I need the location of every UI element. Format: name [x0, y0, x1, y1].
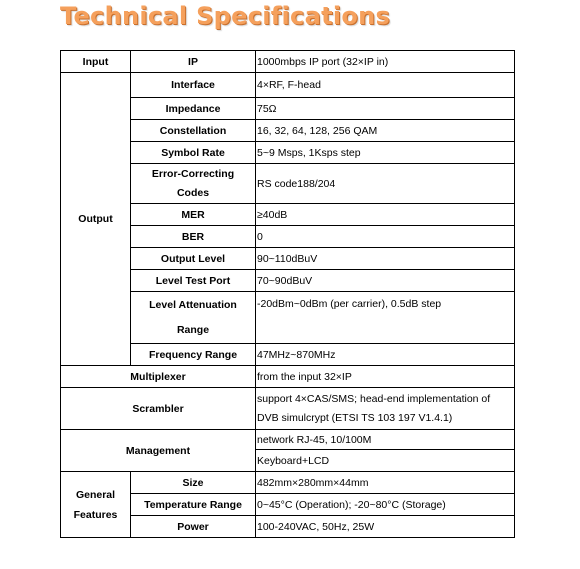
spec-value: 90~110dBuV [256, 248, 515, 270]
table-row [61, 430, 515, 450]
category-general [61, 472, 131, 538]
spec-label-line: Range [176, 324, 210, 336]
page-title: Technical Specifications [60, 2, 391, 30]
spec-label: Frequency Range [131, 344, 256, 366]
spec-label: Constellation [131, 120, 256, 142]
spec-label: Size [131, 472, 256, 494]
spec-value: 4×RF, F-head [256, 73, 515, 98]
spec-label: Temperature Range [131, 494, 256, 516]
spec-label: Impedance [131, 98, 256, 120]
spec-label: IP [131, 51, 256, 73]
spec-value: network RJ-45, 10/100M [256, 430, 515, 450]
category-input: Input [61, 51, 131, 73]
spec-label: BER [131, 226, 256, 248]
spec-label [131, 292, 256, 344]
table-row [61, 51, 515, 73]
table-row [61, 472, 515, 494]
spec-value: -20dBm~0dBm (per carrier), 0.5dB step [256, 292, 515, 344]
spec-label: Management [61, 430, 256, 472]
category-line: Features [73, 508, 118, 521]
spec-label-line: Error-Correcting [151, 168, 235, 180]
spec-value: 75Ω [256, 98, 515, 120]
category-line: General [75, 488, 116, 501]
spec-value: ≥40dB [256, 204, 515, 226]
spec-value: from the input 32×IP [256, 366, 515, 388]
table-row [61, 73, 515, 98]
spec-value: 1000mbps IP port (32×IP in) [256, 51, 515, 73]
spec-table [60, 50, 515, 538]
category-output: Output [61, 73, 131, 366]
spec-label: Interface [131, 73, 256, 98]
spec-label [131, 164, 256, 204]
spec-label: Multiplexer [61, 366, 256, 388]
spec-value: RS code188/204 [256, 164, 515, 204]
spec-label: Level Test Port [131, 270, 256, 292]
spec-value: 0 [256, 226, 515, 248]
spec-label: MER [131, 204, 256, 226]
spec-value-line: support 4×CAS/SMS; head-end implementation of [257, 393, 491, 405]
spec-value: 47MHz~870MHz [256, 344, 515, 366]
table-row [61, 366, 515, 388]
spec-value: 5~9 Msps, 1Ksps step [256, 142, 515, 164]
spec-value: 100-240VAC, 50Hz, 25W [256, 516, 515, 538]
spec-value: 16, 32, 64, 128, 256 QAM [256, 120, 515, 142]
spec-label: Power [131, 516, 256, 538]
table-row [61, 388, 515, 430]
spec-label: Symbol Rate [131, 142, 256, 164]
spec-value-line: DVB simulcrypt (ETSI TS 103 197 V1.4.1) [257, 412, 453, 424]
spec-value [256, 388, 515, 430]
spec-value: Keyboard+LCD [256, 450, 515, 472]
spec-label: Output Level [131, 248, 256, 270]
spec-label-line: Level Attenuation [149, 299, 237, 311]
spec-label-line: Codes [176, 187, 210, 199]
spec-value: 0~45°C (Operation); -20~80°C (Storage) [256, 494, 515, 516]
spec-label: Scrambler [61, 388, 256, 430]
spec-value: 70~90dBuV [256, 270, 515, 292]
spec-value: 482mm×280mm×44mm [256, 472, 515, 494]
